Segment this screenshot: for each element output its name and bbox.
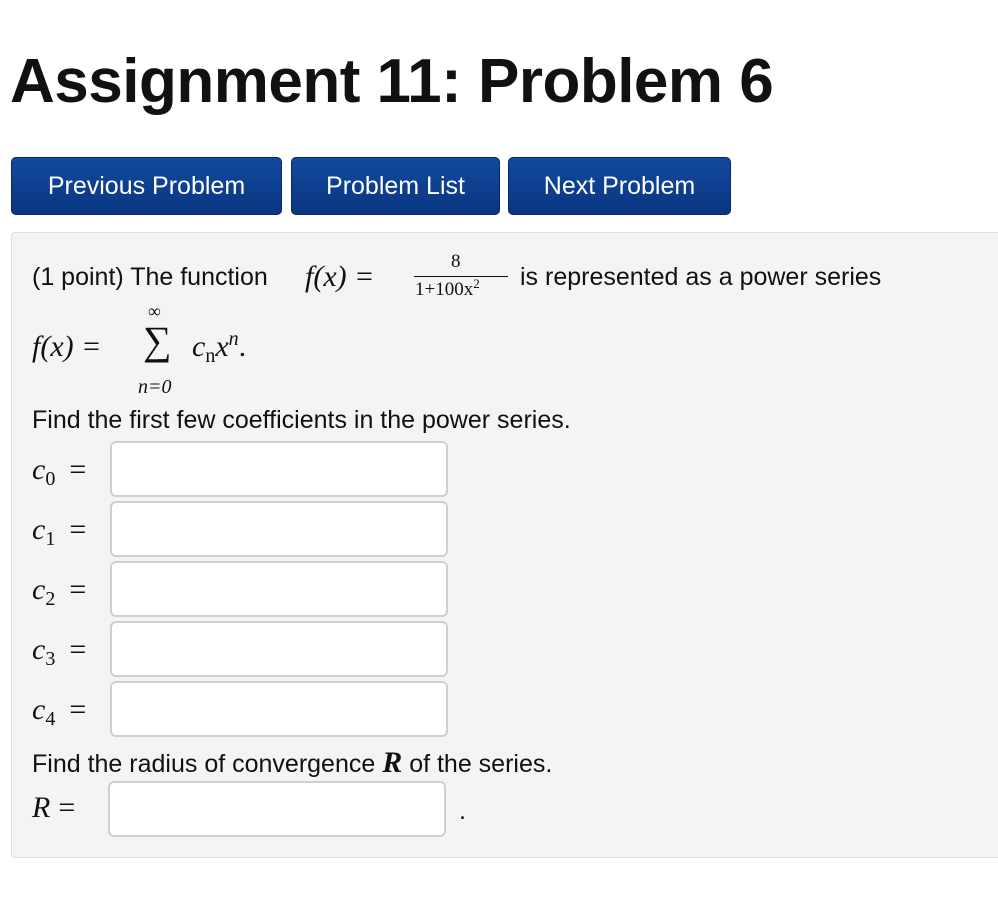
coefficient-label-c4: $c_4$ = [32,693,87,730]
coefficient-c2-input[interactable] [110,561,448,617]
next-problem-button[interactable]: Next Problem [508,157,731,215]
series-lhs: f(x) = [32,330,102,363]
coefficient-c0-input[interactable] [110,441,448,497]
previous-problem-button[interactable]: Previous Problem [11,157,282,215]
summation-symbol: ∑ [143,318,172,363]
coefficient-label-c1: $c_1$ = [32,513,87,550]
coefficient-label-c2: $c_2$ = [32,573,87,610]
coefficient-label-c0: $c_0$ = [32,453,87,490]
sum-lower-limit: n=0 [138,376,172,398]
series-term: $c_nx^n$. [192,328,247,367]
problem-body [11,232,998,858]
fraction-denominator: $1+100x^2$ [415,276,480,300]
function-label: f(x) = [305,260,375,293]
problem-intro-text: (1 point) The function [32,263,268,291]
radius-input[interactable] [108,781,446,837]
radius-period: . [459,797,466,825]
represented-text: is represented as a power series [520,263,882,291]
coefficient-c3-input[interactable] [110,621,448,677]
fraction-numerator: 8 [451,251,461,272]
page-title: Assignment 11: Problem 6 [10,47,774,116]
coefficient-label-c3: $c_3$ = [32,633,87,670]
radius-question-text: Find the radius of convergence R of the series. [32,746,553,779]
fraction-bar [414,276,508,277]
sum-upper-limit: ∞ [148,301,161,321]
problem-list-button[interactable]: Problem List [291,157,500,215]
find-coefficients-text: Find the first few coefficients in the power series. [32,406,571,434]
coefficient-c4-input[interactable] [110,681,448,737]
radius-label: R = [32,791,76,824]
coefficient-c1-input[interactable] [110,501,448,557]
